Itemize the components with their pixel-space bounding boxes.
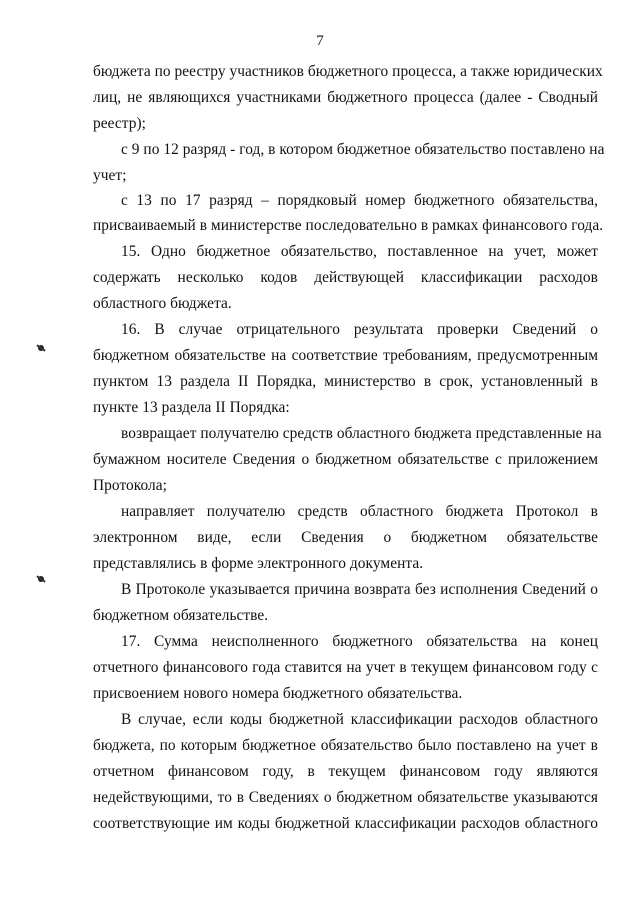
text-line-8: 15. Одно бюджетное обязательство, поставленное на учет, может [121, 243, 598, 260]
text-line-21: В Протоколе указывается причина возврата без исполнения Сведений о [121, 581, 598, 598]
text-line-18: направляет получателю средств областного бюджета Протокол в [121, 503, 598, 520]
text-line-16: бумажном носителе Сведения о бюджетном обязательстве с приложением [93, 451, 598, 468]
text-line-30: соответствующие им коды бюджетной классификации расходов областного [93, 815, 598, 832]
text-line-9: содержать несколько кодов действующей классификации расходов [93, 269, 598, 286]
text-line-22: бюджетном обязательстве. [93, 607, 269, 624]
text-line-3: реестр); [93, 115, 146, 132]
text-line-14: пункте 13 раздела II Порядка: [93, 399, 290, 416]
scan-speck-mark [38, 345, 44, 351]
scan-speck-mark [38, 576, 44, 582]
text-line-2: лиц, не являющихся участниками бюджетного процесса (далее - Сводный [93, 89, 598, 106]
text-line-20: представлялись в форме электронного документа. [93, 555, 424, 572]
text-line-28: отчетном финансовом году, в текущем финансовом году являются [93, 763, 598, 780]
text-line-6: с 13 по 17 разряд – порядковый номер бюджетного обязательства, [121, 192, 598, 209]
text-line-17: Протокола; [93, 477, 167, 494]
text-line-25: присвоением нового номера бюджетного обязательства. [93, 685, 463, 702]
text-line-10: областного бюджета. [93, 295, 232, 312]
text-line-1: бюджета по реестру участников бюджетного процесса, а также юридических [93, 63, 603, 80]
text-line-5: учет; [93, 167, 127, 184]
text-line-11: 16. В случае отрицательного результата проверки Сведений о [121, 321, 598, 338]
text-line-27: бюджета, по которым бюджетное обязательство было поставлено на учет в [93, 737, 598, 754]
text-line-26: В случае, если коды бюджетной классификации расходов областного [121, 711, 598, 728]
text-line-12: бюджетном обязательстве на соответствие требованиям, предусмотренным [93, 347, 598, 364]
page-number: 7 [316, 33, 324, 49]
text-line-23: 17. Сумма неисполненного бюджетного обязательства на конец [121, 633, 598, 650]
text-line-13: пунктом 13 раздела II Порядка, министерство в срок, установленный в [93, 373, 598, 390]
text-line-15: возвращает получателю средств областного бюджета представленные на [121, 425, 602, 442]
text-line-7: присваиваемый в министерстве последовательно в рамках финансового года. [93, 217, 604, 234]
text-line-19: электронном виде, если Сведения о бюджетном обязательстве [93, 529, 598, 546]
text-line-4: с 9 по 12 разряд - год, в котором бюджетное обязательство поставлено на [121, 141, 605, 158]
text-line-29: недействующими, то в Сведениях о бюджетном обязательстве указываются [93, 789, 598, 806]
text-line-24: отчетного финансового года ставится на учет в текущем финансовом году с [93, 659, 598, 676]
